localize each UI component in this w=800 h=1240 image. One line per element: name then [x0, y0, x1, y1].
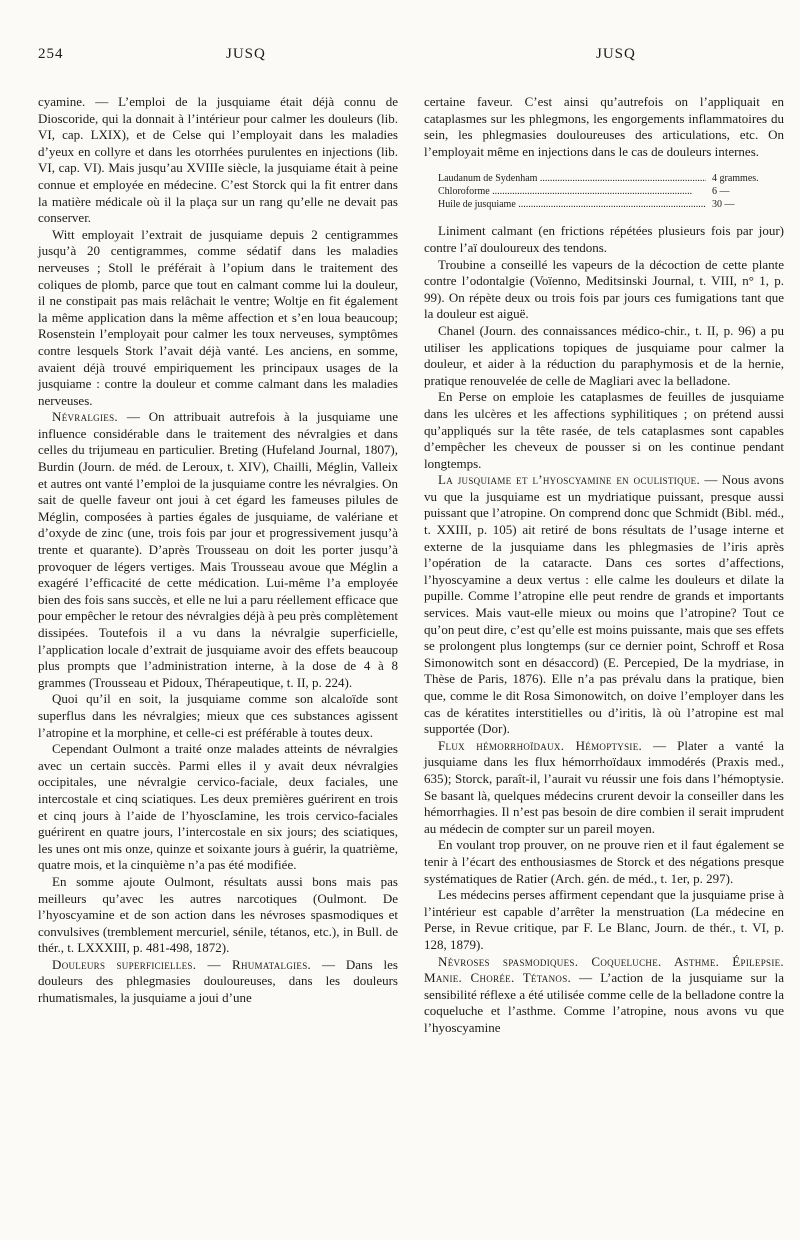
- paragraph: En Perse on emploie les cataplasmes de feuilles de jusquiame dans les ulcères et les affections syphilitiques ; on prétend aussi qu’appliqués sur la tête rasée, de tels cataplasmes sont capables d’empêcher les cheveux de pousser si on les continue pendant longtemps.: [424, 389, 784, 471]
- prescription-formula: [438, 172, 784, 211]
- paragraph: Chanel (Journ. des connaissances médico-chir., t. II, p. 96) a pu utiliser les applications topiques de jusquiame pour calmer la douleur, et aider à la réduction du paraphymosis et de la hernie, pratique renouvelée de celle de Magliari avec la belladone.: [424, 322, 784, 388]
- paragraph: Douleurs superficielles. — Rhumatalgies. — Dans les douleurs des phlegmasies douloureuses, dans les douleurs rhumatismales, la jusquiame a joui d’une: [38, 956, 398, 1006]
- page-number: 254: [38, 46, 64, 62]
- formula-row: Chloroforme ..... 6 —: [438, 185, 784, 198]
- paragraph: Quoi qu’il en soit, la jusquiame comme son alcaloïde sont superflus dans les névralgies; mieux que ces substances agissent l’atropine et la morphine, et celle-ci est préférable à toutes deux.: [38, 691, 398, 740]
- paragraph: certaine faveur. C’est ainsi qu’autrefois on l’appliquait en cataplasmes sur les phlegmons, les engorgements inflammatoires du sein, les phlegmasies douloureuses des articulations, etc. On l’employait même en injections dans le cas de douleurs internes.: [424, 94, 784, 159]
- paragraph: Les médecins perses affirment cependant que la jusquiame prise à l’intérieur est capable d’arrêter la menstruation (La médecine en Perse, in Revue critique, par F. Le Blanc, Journ. de thér., t. VI, p. 128, 1879).: [424, 887, 784, 952]
- section-heading: Névralgies.: [52, 409, 118, 425]
- section-heading: Flux hémorrhoïdaux. Hémoptysie.: [438, 737, 643, 753]
- section-heading: Douleurs superficielles. — Rhumatalgies.: [52, 956, 312, 972]
- running-title-left: JUSQ: [226, 46, 266, 62]
- paragraph: Liniment calmant (en frictions répétées plusieurs fois par jour) contre l’aï douloureux des tendons.: [424, 223, 784, 255]
- paragraph: En voulant trop prouver, on ne prouve rien et il faut également se tenir à l’écart des enthousiasmes de Storck et des négations presque systématiques de Ratier (Arch. gén. de méd., t. 1er, p. 297).: [424, 837, 784, 886]
- left-column: [38, 94, 398, 1007]
- paragraph: Névralgies. — On attribuait autrefois à la jusquiame une influence considérable dans le traitement des névralgies et dans celles du trijumeau en particulier. Breting (Hufeland Journal, 1807), Burdin (Journ. de méd. de Leroux, t. XIV), Chailli, Méglin, Valleix et autres ont vanté l’emploi de la jusquiame contre les névralgies. On sait de quelle faveur ont joui à cet égard les fameuses pilules de Méglin, composées à parties égales de jusquiame, de valériane et d’oxyde de zinc (une, trois fois par jour et progressivement jusqu’à trente et quarante). D’après Trousseau on doit les porter jusqu’à provoquer de légers vertiges. Mais Trousseau avoue que Méglin a exagéré l’efficacité de cette médication. Lui-même l’a employée bien des fois sans succès, et elle ne lui a paru réellement efficace que pour empêcher le retour des névralgies déjà à peu près complètement dissipées. Toutefois il a vu dans la névralgie superficielle, l’application locale d’extrait de jusquiame avoir des effets beaucoup plus prompts que l’administration interne, à la dose de 4 à 8 grammes (Trousseau et Pidoux, Thérapeutique, t. II, p. 224).: [38, 409, 398, 690]
- paragraph: Witt employait l’extrait de jusquiame depuis 2 centigrammes jusqu’à 20 centigrammes, comme sédatif dans les maladies nerveuses ; Stoll le préférait à l’opium dans le traitement des coliques de plomb, parce que tout en calmant comme lui la douleur, il ne constipait pas mais relâchait le ventre; Woltje en fit également la même application dans la même affection et s’en loua beaucoup; Rosenstein l’employait pour calmer les toux nerveuses, symptômes contre lesquels Stork l’avait déjà vanté. Les anciens, en somme, avaient déjà trouvé empiriquement les principaux usages de la jusquiame : contre la douleur et comme calmant dans les maladies nerveuses.: [38, 226, 398, 408]
- paragraph: Flux hémorrhoïdaux. Hémoptysie. — Plater a vanté la jusquiame dans les flux hémorrhoïdaux immodérés (Praxis med., 635); Storck, paraît-il, l’aurait vu réussir une fois dans l’hémoptysie. Se basant là, quelques médecins crurent devoir la conseiller dans les hémorrhagies. Il n’est pas besoin de dire combien il serait imprudent au médecin de compter sur un pareil moyen.: [424, 737, 784, 836]
- running-title-right: JUSQ: [596, 46, 636, 62]
- section-heading: La jusquiame et l’hyoscyamine en oculistique.: [438, 472, 701, 488]
- paragraph: Cependant Oulmont a traité onze malades atteints de névralgies avec un certain succès. Parmi elles il y avait deux névralgies occipitales, une névralgie cervico-faciale, deux faciales, une intercostale et cinq sciatiques. Les deux premières guérirent en trois et cinq jours à l’aide de l’hyoscIamine, les trois cervico-faciales guérirent en quatre jours, l’intercostale en six jours; des sciatiques, les unes ont mis onze, quinze et soixante jours à guérir, la quatrième, quatre mois, et la cinquième n’a pas été modifiée.: [38, 741, 398, 873]
- section-heading: Névroses spasmodiques. Coqueluche. Asthme. Épilepsie. Manie. Chorée. Tétanos.: [424, 953, 784, 986]
- paragraph: cyamine. — L’emploi de la jusquiame était déjà connu de Dioscoride, qui la donnait à l’intérieur pour calmer les douleurs (lib. VI, cap. LXIX), et de Celse qui l’employait dans les maladies d’yeux en collyre et dans les otorrhées purulentes en injections (lib. VI, cap. VI). Mais jusqu’au XVIIIe siècle, la jusquiame était à peine connue et employée en médecine. C’est Storck qui la fit entrer dans la matière médicale où il la plaça sur un rang qu’elle ne devait pas conserver.: [38, 94, 398, 226]
- paragraph: La jusquiame et l’hyoscyamine en oculistique. — Nous avons vu que la jusquiame est un mydriatique puissant, presque aussi puissant que l’atropine. On comprend donc que Schmidt (Bibl. méd., t. XXIII, p. 105) ait retiré de bons résultats de l’usage interne et externe de la jusquiame dans les phlegmasies de l’iris après l’opération de la cataracte. Dans ces sortes d’affections, l’hyoscyamine a deux vertus : elle calme les douleurs et dilate la pupille. Comme l’atropine elle peut rendre de grands et importants services. Mais vaut-elle mieux ou moins que l’atropine? Tout ce qu’on peut dire, c’est qu’elle est moins puissante, mais que ses effets se prolongent plus longtemps (sur ce dernier point, Schroff et Rosa Simonowitch sont en désaccord) (E. Percepied, De la mydriase, in Thèse de Paris, 1876). Elle n’a pas prévalu dans la pratique, bien que, comme le dit Rosa Simonowitch, on doive l’employer dans les cas de kératites interstitielles ou d’iritis, là où l’atropine est mal supportée (Dor).: [424, 472, 784, 737]
- formula-row: Laudanum de Sydenham ..... 4 grammes.: [438, 172, 784, 185]
- paragraph: En somme ajoute Oulmont, résultats aussi bons mais pas meilleurs qu’avec les autres narcotiques (Oulmont. De l’hyoscyamine et de son action dans les névroses spasmodiques et convulsives (tremblement mercuriel, sénile, tétanos, etc.), in Bull. de thér., t. LXXXIII, p. 481-498, 1872).: [38, 873, 398, 956]
- formula-row: Huile de jusquiame ..... 30 —: [438, 198, 784, 211]
- paragraph: Névroses spasmodiques. Coqueluche. Asthme. Épilepsie. Manie. Chorée. Tétanos. — L’action de la jusquiame sur la sensibilité réflexe a été utilisée comme celle de la belladone contre la coqueluche et l’asthme. Comme l’atropine, nous avons vu que l’hyoscyamine: [424, 953, 785, 1035]
- paragraph: Troubine a conseillé les vapeurs de la décoction de cette plante contre l’odontalgie (Voïenno, Meditsinski Journal, t. VIII, n° 1, p. 99). On répète deux ou trois fois par jours ces fumigations tant que la douleur est aiguë.: [424, 256, 784, 322]
- right-column: [424, 94, 784, 1036]
